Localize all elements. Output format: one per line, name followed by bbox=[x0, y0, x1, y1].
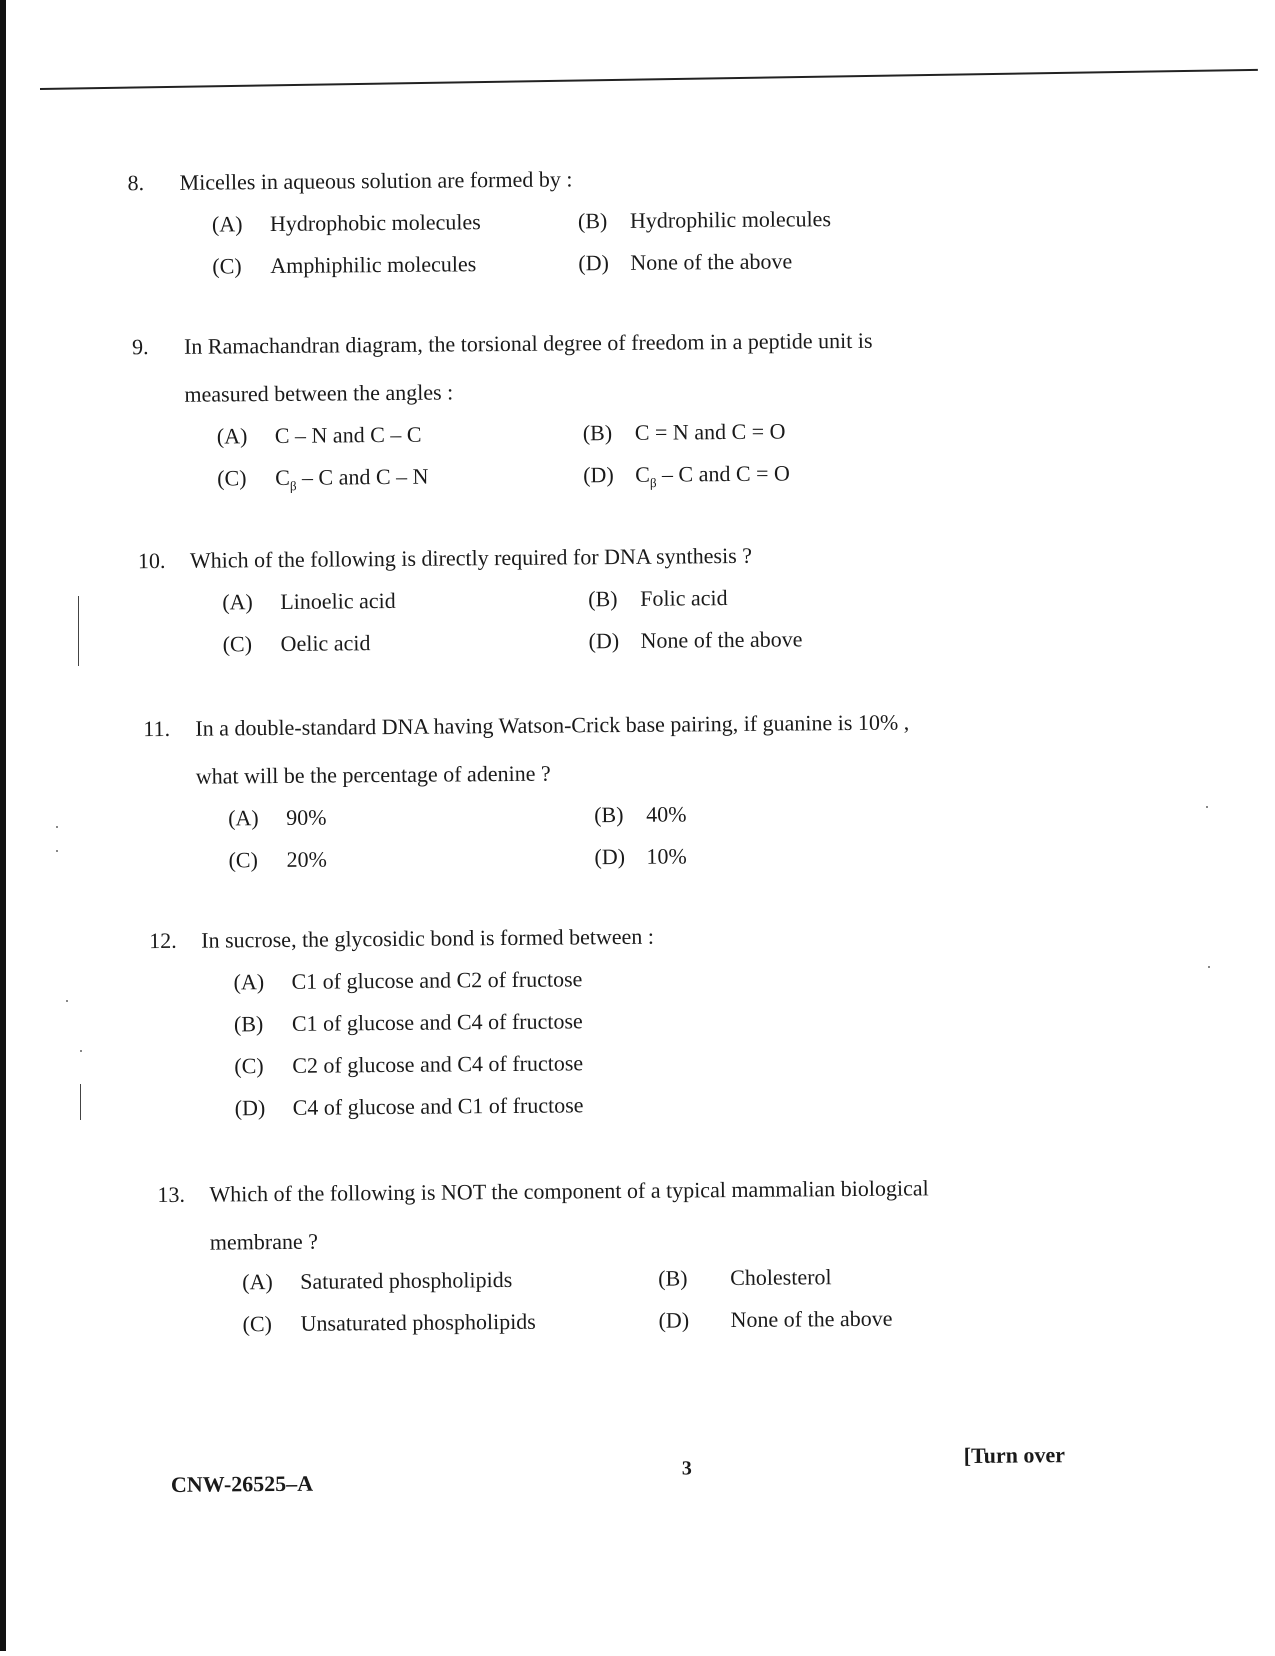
option-d: (D) C4 of glucose and C1 of fructose bbox=[234, 1092, 584, 1121]
question-number: 12. bbox=[149, 927, 177, 954]
option-b: (B) Cholesterol bbox=[658, 1264, 832, 1291]
option-c: (C) $C_\beta$ – C and C – N bbox=[217, 463, 429, 494]
question-number: 13. bbox=[157, 1181, 186, 1208]
option-c: (C) 20% bbox=[228, 846, 327, 873]
option-c: (C) C2 of glucose and C4 of fructose bbox=[234, 1050, 584, 1079]
question-number: 11. bbox=[143, 715, 171, 742]
option-d: (D) None of the above bbox=[588, 626, 803, 654]
option-a: (A) Hydrophobic molecules bbox=[211, 209, 481, 237]
option-c: (C) Oelic acid bbox=[222, 630, 371, 657]
paper-code: CNW-26525–A bbox=[170, 1470, 314, 1497]
option-b: (B) Folic acid bbox=[588, 585, 728, 612]
question-text: In sucrose, the glycosidic bond is formed between : bbox=[201, 923, 655, 953]
option-b: (B) 40% bbox=[594, 801, 687, 828]
option-d: (D) 10% bbox=[594, 843, 687, 870]
question-text: In Ramachandran diagram, the torsional degree of freedom in a peptide unit is bbox=[183, 327, 873, 359]
scan-speck bbox=[56, 850, 58, 852]
option-a: (A) 90% bbox=[228, 804, 327, 831]
page-number: 3 bbox=[681, 1457, 692, 1480]
option-d: (D) None of the above bbox=[658, 1305, 893, 1333]
question-text-continued: measured between the angles : bbox=[184, 379, 454, 407]
scan-speck bbox=[66, 1000, 68, 1002]
scan-speck bbox=[1208, 966, 1210, 968]
option-a: (A) C1 of glucose and C2 of fructose bbox=[233, 966, 583, 995]
option-a: (A) Linoelic acid bbox=[222, 587, 396, 615]
question-text: Which of the following is NOT the component of a typical mammalian biological bbox=[209, 1175, 929, 1207]
scan-speck bbox=[56, 826, 58, 828]
option-a: (A) C – N and C – C bbox=[216, 421, 422, 449]
option-c: (C) Amphiphilic molecules bbox=[212, 251, 477, 279]
option-b: (B) Hydrophilic molecules bbox=[577, 206, 832, 234]
question-text: In a double-standard DNA having Watson-Crick base pairing, if guanine is 10% , bbox=[195, 709, 910, 741]
scan-mark bbox=[80, 1084, 81, 1120]
question-text: Which of the following is directly required for DNA synthesis ? bbox=[189, 542, 753, 573]
option-b: (B) C = N and C = O bbox=[582, 418, 786, 446]
question-number: 10. bbox=[137, 547, 166, 574]
scan-mark bbox=[78, 596, 79, 666]
question-text: Micelles in aqueous solution are formed by : bbox=[179, 166, 573, 195]
option-d: (D) None of the above bbox=[578, 248, 793, 276]
option-b: (B) C1 of glucose and C4 of fructose bbox=[233, 1008, 583, 1037]
question-number: 9. bbox=[131, 334, 149, 360]
scan-speck bbox=[1206, 806, 1208, 808]
question-number: 8. bbox=[127, 170, 145, 196]
option-c: (C) Unsaturated phospholipids bbox=[242, 1308, 536, 1337]
scan-speck bbox=[80, 1050, 82, 1052]
option-a: (A) Saturated phospholipids bbox=[242, 1266, 513, 1295]
turn-over-note: [Turn over bbox=[963, 1442, 1066, 1469]
question-text-continued: what will be the percentage of adenine ? bbox=[195, 760, 551, 789]
question-text-continued: membrane ? bbox=[209, 1228, 319, 1255]
option-d: (D) $C_\beta$ – C and C = O bbox=[583, 460, 790, 491]
